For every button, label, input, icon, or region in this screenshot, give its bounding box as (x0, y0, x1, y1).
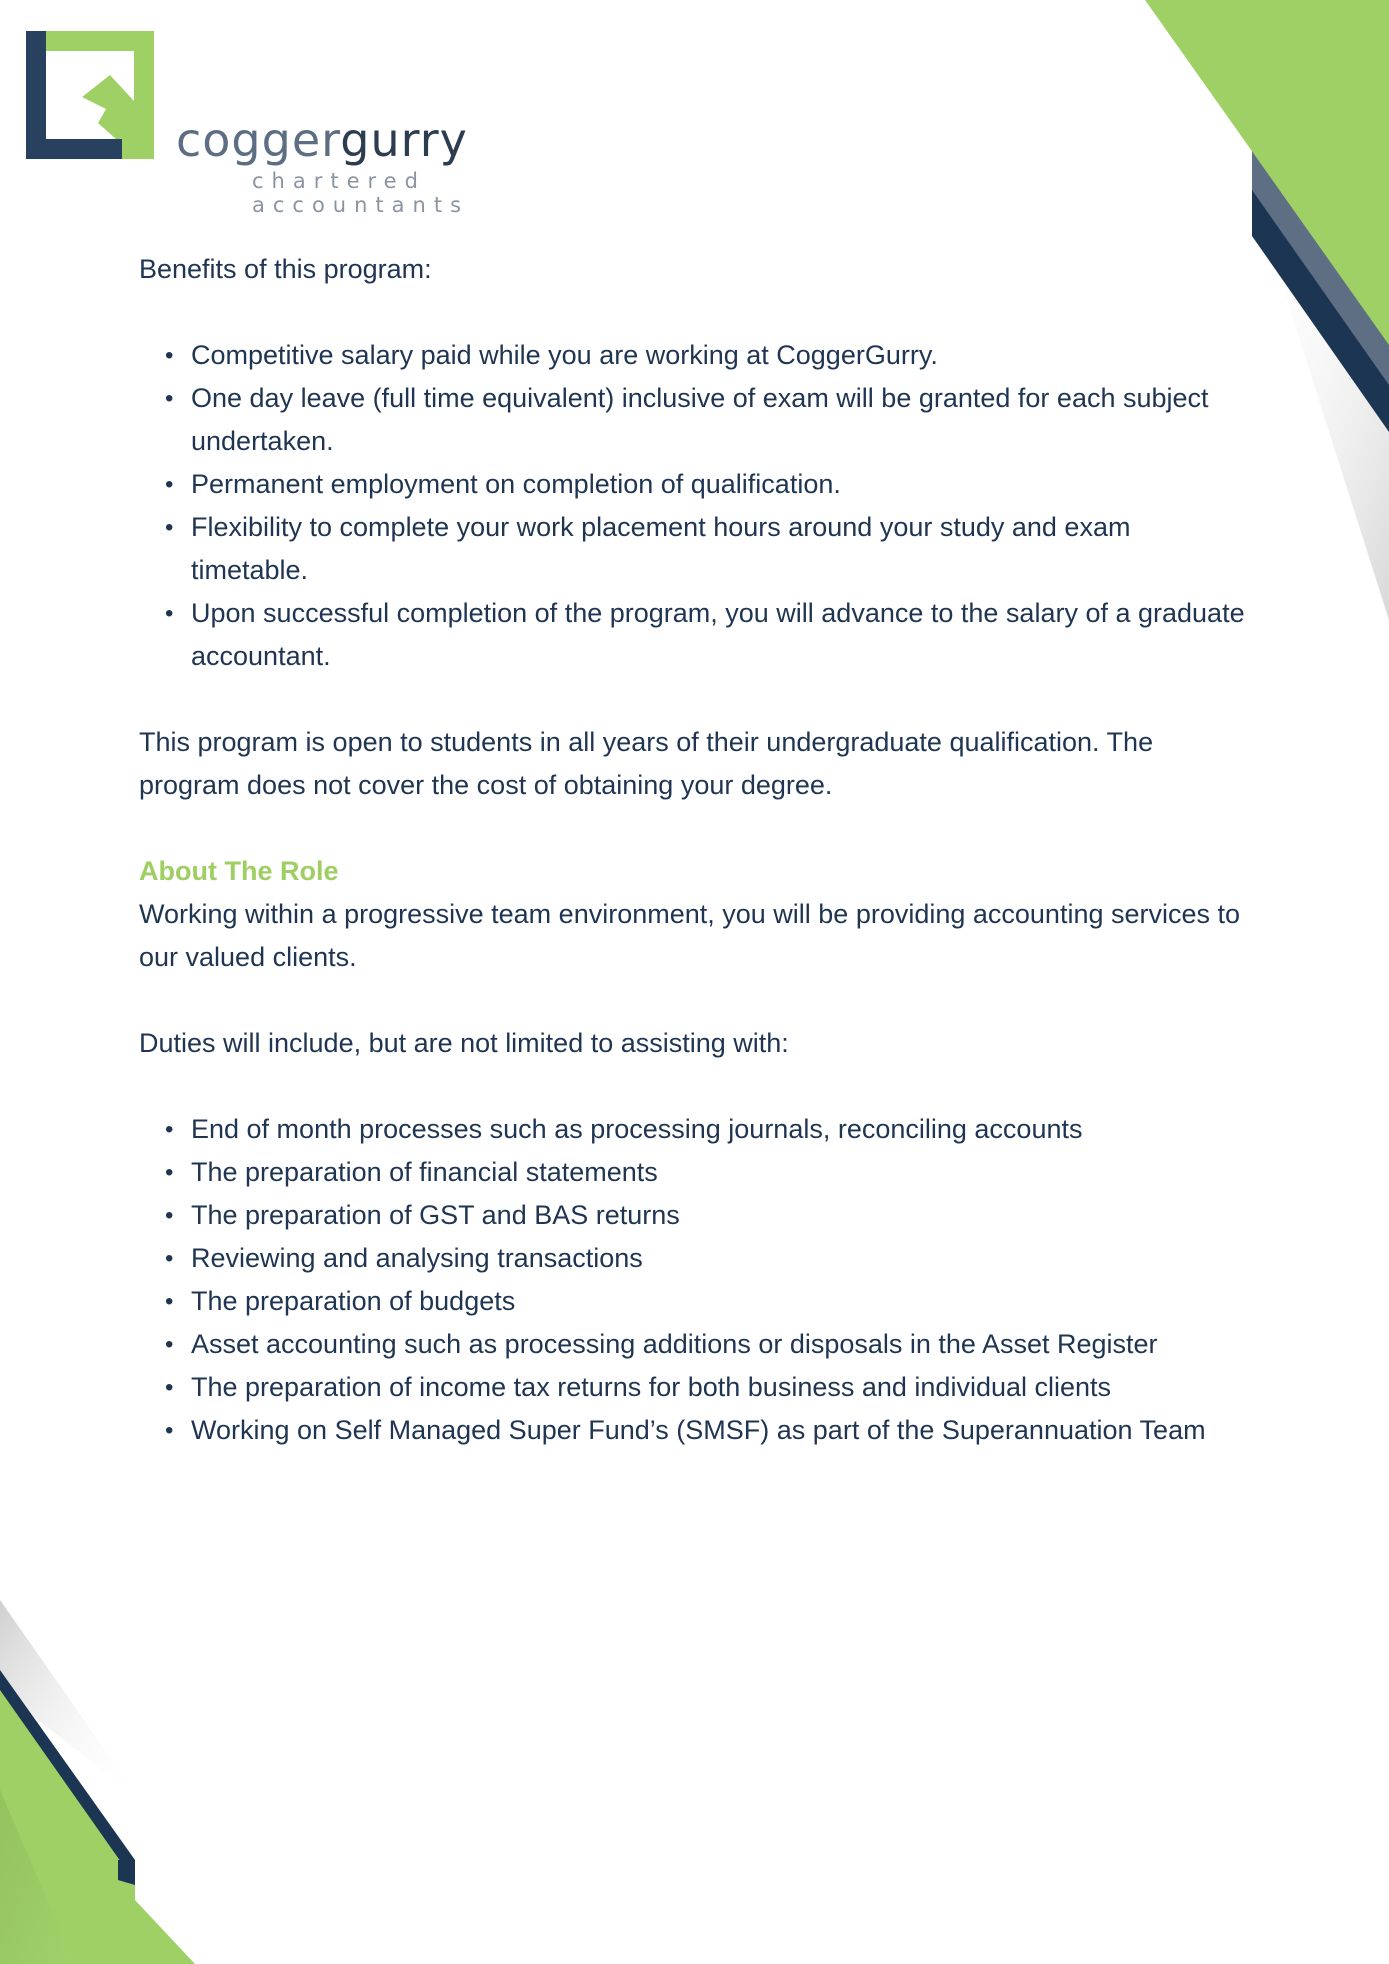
benefits-list (139, 334, 1249, 678)
duty-item: • Asset accounting such as processing additions or disposals in the Asset Register (191, 1323, 1249, 1366)
corner-green-bottom-left (0, 1690, 195, 1964)
duties-list (139, 1108, 1249, 1452)
duty-item: • The preparation of financial statements (191, 1151, 1249, 1194)
spacer (139, 1065, 1249, 1108)
benefit-item: • Upon successful completion of the program, you will advance to the salary of a graduate accountant. (191, 592, 1249, 678)
duty-item: • Working on Self Managed Super Fund’s (SMSF) as part of the Superannuation Team (191, 1409, 1249, 1452)
spacer (139, 807, 1249, 850)
benefit-item: • Permanent employment on completion of qualification. (191, 463, 1249, 506)
document-body (139, 248, 1249, 1452)
logo-wordmark-part1: cogger (176, 113, 341, 167)
logo-wordmark (176, 113, 468, 167)
corner-grey-shadow-bottom-left (0, 1600, 140, 1800)
benefits-intro: Benefits of this program: (139, 254, 432, 284)
benefit-item: • One day leave (full time equivalent) inclusive of exam will be granted for each subject undertaken. (191, 377, 1249, 463)
duty-item: • The preparation of GST and BAS returns (191, 1194, 1249, 1237)
duty-item: • End of month processes such as processing journals, reconciling accounts (191, 1108, 1249, 1151)
eligibility-paragraph: This program is open to students in all years of their undergraduate qualification. The program does not cover the cost of obtaining your degree. (139, 727, 1154, 800)
benefit-item: • Competitive salary paid while you are working at CoggerGurry. (191, 334, 1249, 377)
corner-grey-shadow-top-right (1252, 190, 1389, 620)
logo-wordmark-part2: gurry (340, 113, 468, 167)
spacer (139, 291, 1249, 334)
corner-navy-stripe-bottom-left (0, 1670, 135, 1885)
about-role-heading: About The Role (139, 856, 339, 886)
role-paragraph: Working within a progressive team environment, you will be providing accounting services to our valued clients. (139, 899, 1241, 972)
duty-item: • Reviewing and analysing transactions (191, 1237, 1249, 1280)
duties-intro: Duties will include, but are not limited to assisting with: (139, 1028, 789, 1058)
duty-item: • The preparation of income tax returns for both business and individual clients (191, 1366, 1249, 1409)
benefit-item: • Flexibility to complete your work placement hours around your study and exam timetable. (191, 506, 1249, 592)
spacer (139, 979, 1249, 1022)
corner-navy-block-bottom-left (118, 1860, 135, 1885)
corner-slate-stripe-top-right (1252, 150, 1389, 415)
corner-navy-stripe-top-right (1252, 190, 1389, 432)
corner-dark-green-bottom-left (0, 1790, 75, 1964)
logo-mark-icon (26, 31, 154, 159)
company-logo (26, 31, 626, 217)
logo-tagline: chartered accountants (252, 169, 470, 217)
spacer (139, 678, 1249, 721)
duty-item: • The preparation of budgets (191, 1280, 1249, 1323)
